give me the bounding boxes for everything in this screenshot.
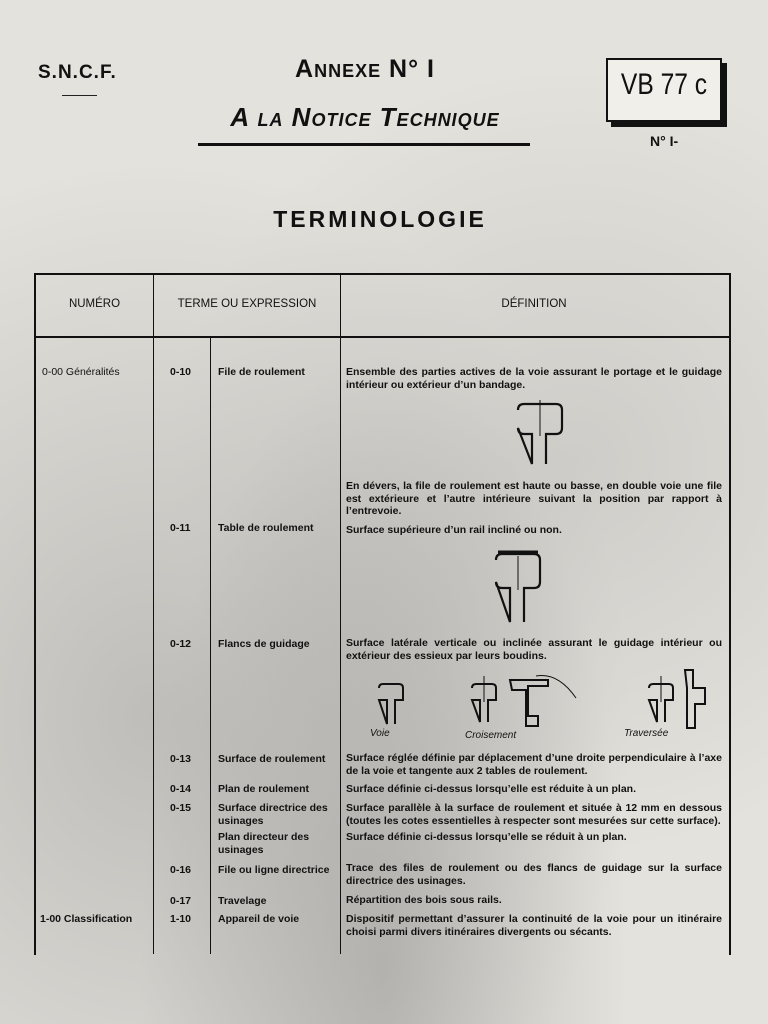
row-definition: Surface définie ci-dessus lorsqu’elle est réduite à un plan. [346, 783, 637, 795]
row-number: 0-14 [170, 783, 192, 795]
row-term: Appareil de voie [218, 913, 300, 925]
diamond-crossing-figure [645, 668, 715, 730]
header-divider [34, 336, 729, 338]
organization-underline [62, 95, 97, 96]
row-definition: Dispositif permettant d’assurer la continuité de la voie pour un itinéraire choisi parmi divers itinéraires divergents ou sécants. [346, 913, 722, 938]
row-definition: Surface supérieure d’un rail incliné ou non. [346, 524, 562, 536]
row-term: Travelage [218, 895, 267, 907]
annex-title: Annexe N° I [295, 55, 435, 83]
row-definition: Surface latérale verticale ou inclinée assurant le guidage intérieur ou extérieur des essieux par leurs boudins. [346, 637, 722, 662]
section-label: 1-00 Classification [40, 913, 133, 925]
column-header-term: TERME OU EXPRESSION [177, 298, 317, 310]
reference-box [606, 58, 722, 122]
row-term: Flancs de guidage [218, 638, 310, 650]
title-underline [198, 143, 530, 146]
row-number: 0-16 [170, 864, 192, 876]
track-rail-figure [375, 682, 407, 726]
row-number: 0-15 [170, 802, 192, 814]
rail-head-figure [488, 552, 548, 624]
row-term: Surface directrice des usinages [218, 802, 328, 827]
document-title: TERMINOLOGIE [273, 206, 487, 232]
reference-code: VB 77 c [620, 68, 708, 101]
organization-name: S.N.C.F. [38, 62, 117, 83]
row-term: File ou ligne directrice [218, 864, 330, 876]
row-definition: Ensemble des parties actives de la voie assurant le portage et le guidage intérieur ou extérieur d’un bandage. [346, 366, 722, 391]
column-divider [340, 274, 341, 954]
row-term: Plan directeur des usinages [218, 831, 310, 856]
column-header-number: NUMÉRO [68, 298, 121, 310]
rail-profile-figure [510, 400, 570, 466]
row-term: Surface de roulement [218, 753, 326, 765]
figure-label: Traversée [624, 728, 669, 739]
column-header-definition: DÉFINITION [501, 298, 567, 310]
row-term: Table de roulement [218, 522, 314, 534]
column-divider [153, 274, 154, 954]
reference-number: N° I- [650, 133, 679, 149]
row-definition: Surface réglée définie par déplacement d’une droite perpendiculaire à l’axe de la voie et tangente aux 2 tables de roulement. [346, 752, 722, 777]
row-definition: Surface parallèle à la surface de roulement et située à 12 mm en dessous (toutes les cotes essentielles à respecter sont mesurées sur cette surface). [346, 802, 722, 827]
row-note: En dévers, la file de roulement est haute ou basse, en double voie une file est extérieure et l’autre intérieure suivant la position par rapport à l’entrevoie. [346, 480, 722, 517]
row-definition: Répartition des bois sous rails. [346, 894, 502, 906]
row-number: 0-12 [170, 638, 192, 650]
column-divider [210, 338, 211, 954]
row-number: 0-11 [170, 522, 191, 534]
row-term: File de roulement [218, 366, 305, 378]
section-label: 0-00 Généralités [42, 366, 120, 378]
row-definition: Trace des files de roulement ou des flancs de guidage sur la surface directrice des usinages. [346, 862, 722, 887]
row-definition: Surface définie ci-dessus lorsqu’elle se réduit à un plan. [346, 831, 627, 843]
crossing-figure [468, 672, 588, 728]
figure-label: Voie [370, 728, 390, 739]
notice-title: A la Notice Technique [230, 102, 500, 132]
figure-label: Croisement [465, 730, 517, 741]
row-number: 0-17 [170, 895, 192, 907]
row-number: 1-10 [170, 913, 192, 925]
row-term: Plan de roulement [218, 783, 310, 795]
row-number: 0-10 [170, 366, 192, 378]
row-number: 0-13 [170, 753, 192, 765]
